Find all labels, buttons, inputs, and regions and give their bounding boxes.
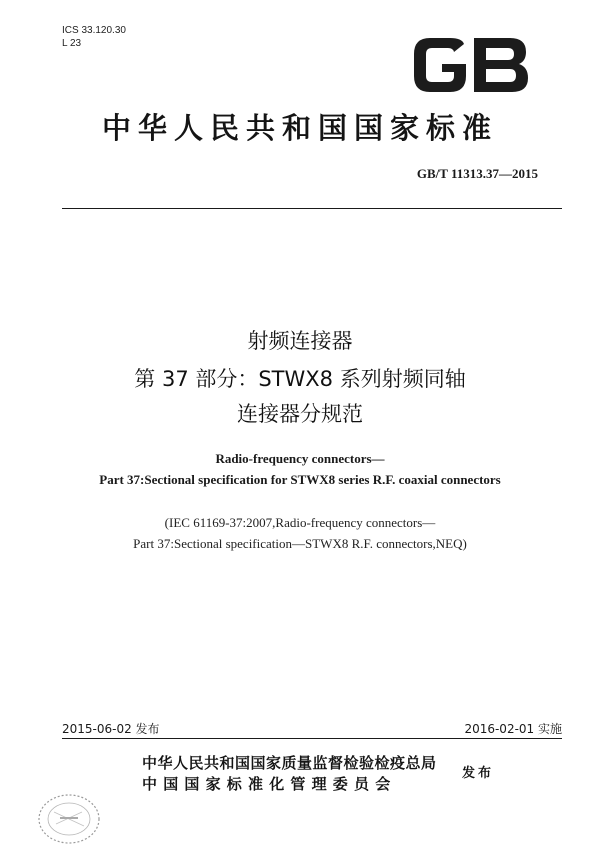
publisher-line2: 中国国家标准化管理委员会 — [142, 775, 397, 793]
national-standard-title: 中华人民共和国国家标准 — [101, 111, 498, 145]
title-cn-line3: 连接器分规范 — [237, 402, 363, 426]
standard-number: GB/T 11313.37—2015 — [416, 166, 538, 181]
seal-stamp-icon — [34, 790, 104, 848]
iec-reference-line2: Part 37:Sectional specification—STWX8 R.F. connectors,NEQ) — [133, 536, 467, 551]
implementation-date: 2016-02-01 实施 — [464, 722, 562, 736]
ics-code: ICS 33.120.30 — [62, 25, 126, 36]
title-cn-line2: 第 37 部分：STWX8 系列射频同轴 — [134, 367, 466, 391]
logo-text: GB — [410, 34, 412, 35]
gb-logo — [410, 34, 532, 96]
logo-letter-g — [414, 38, 466, 92]
footer-divider — [62, 738, 562, 739]
publish-label: 发布 — [462, 766, 495, 781]
ccs-code: L 23 — [62, 38, 82, 49]
publisher-line1: 中华人民共和国国家质量监督检验检疫总局 — [142, 754, 437, 772]
logo-letter-b — [474, 38, 528, 92]
title-cn-line1: 射频连接器 — [247, 329, 353, 353]
title-en-line1: Radio-frequency connectors— — [215, 451, 385, 466]
issue-date: 2015-06-02 发布 — [62, 722, 160, 736]
header-divider — [62, 208, 562, 209]
classification-codes — [62, 24, 126, 50]
title-en-line2: Part 37:Sectional specification for STWX8 series R.F. coaxial connectors — [99, 472, 501, 487]
iec-reference-line1: (IEC 61169-37:2007,Radio-frequency connectors— — [164, 515, 436, 530]
